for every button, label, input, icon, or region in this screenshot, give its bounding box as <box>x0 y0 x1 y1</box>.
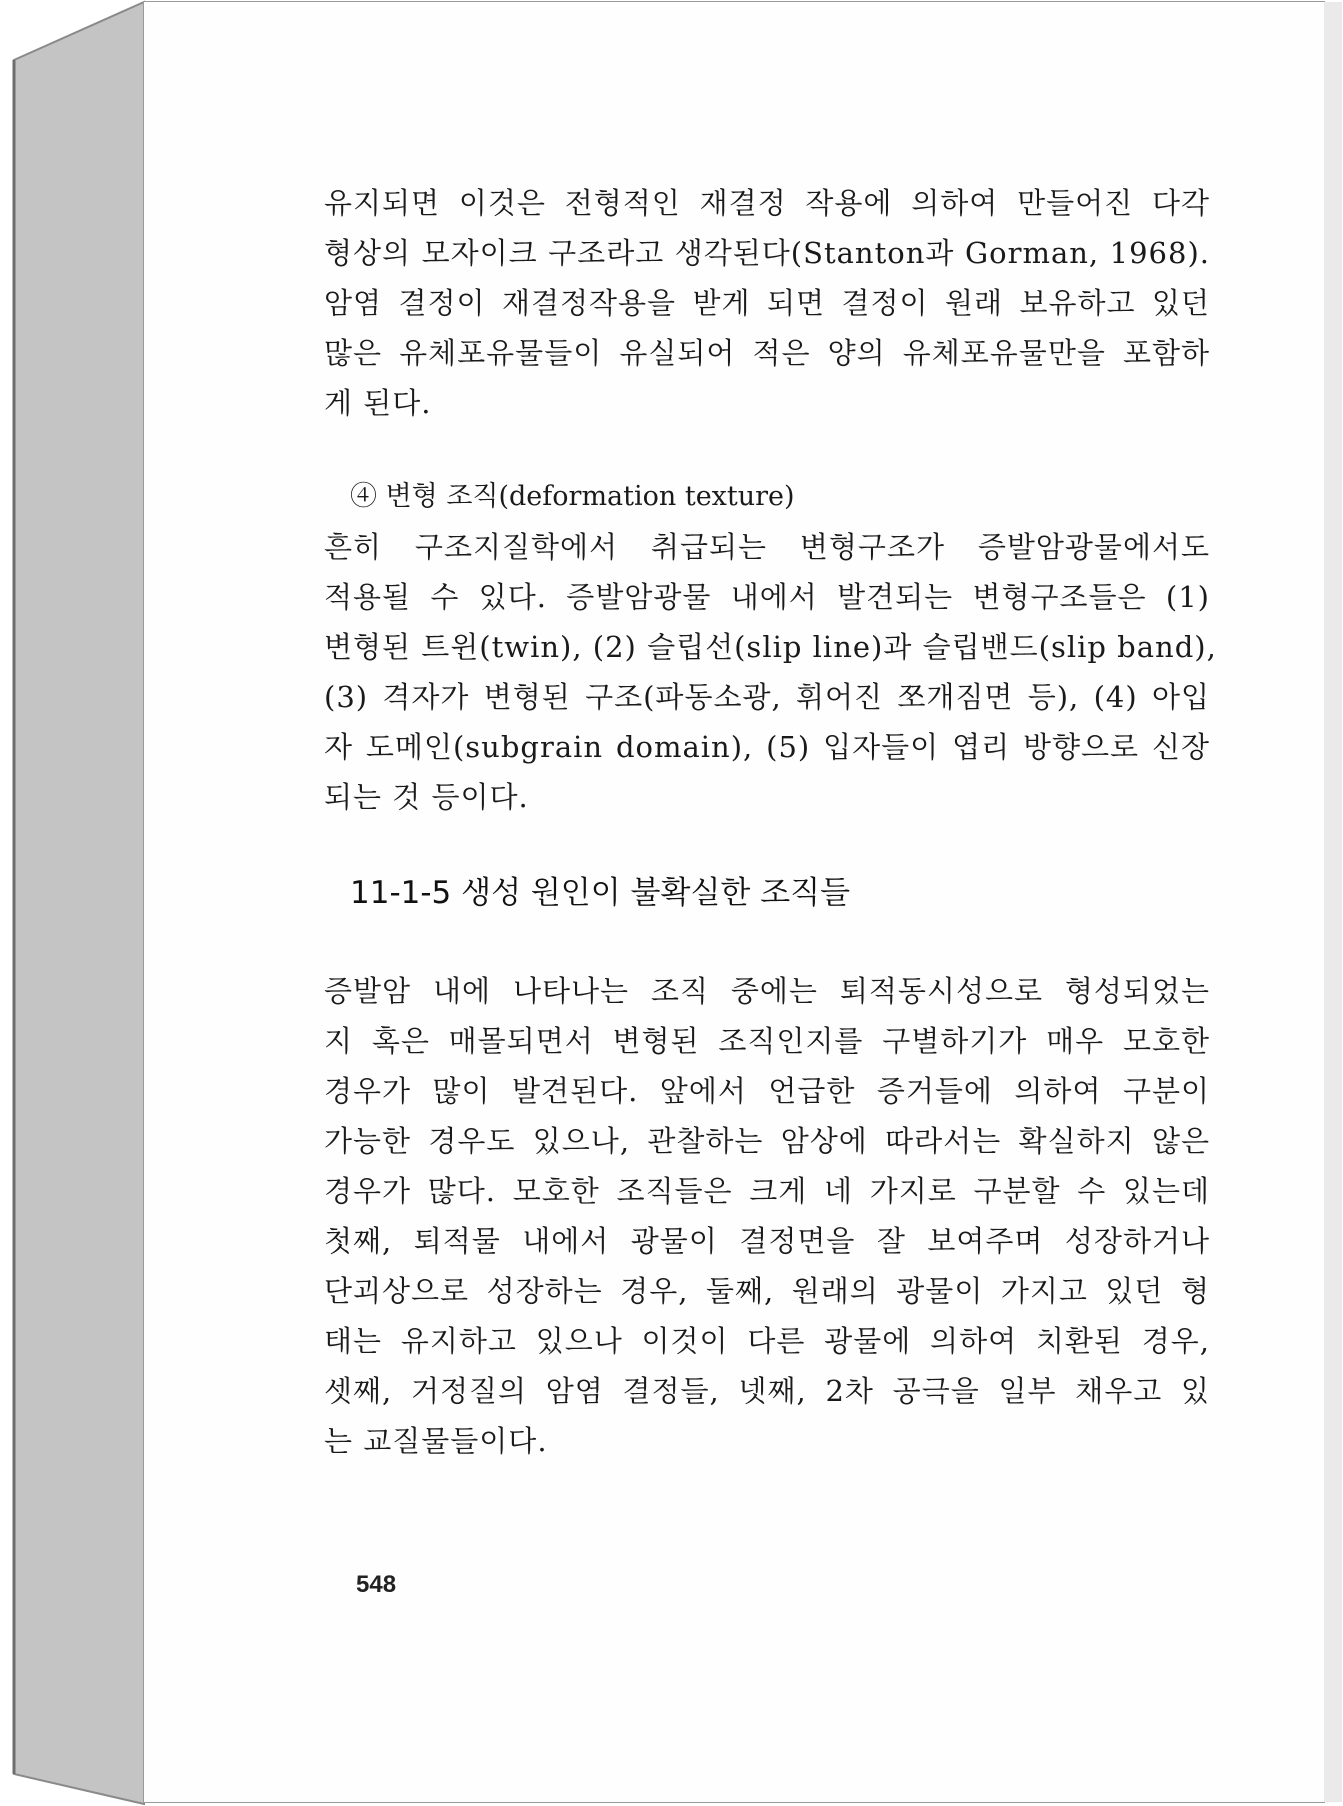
text-line: 지 혹은 매몰되면서 변형된 조직인지를 구별하기가 매우 모호한 <box>324 1024 1210 1058</box>
page-number: 548 <box>356 1571 397 1598</box>
text-line: 되는 것 등이다. <box>324 780 529 814</box>
text-line: 태는 유지하고 있으나 이것이 다른 광물에 의하여 치환된 경우, <box>324 1324 1210 1358</box>
text-line: 형상의 모자이크 구조라고 생각된다(Stanton과 Gorman, 1968). <box>324 236 1210 270</box>
text-line: 적용될 수 있다. 증발암광물 내에서 발견되는 변형구조들은 (1) <box>324 580 1210 614</box>
text-line: 많은 유체포유물들이 유실되어 적은 양의 유체포유물만을 포함하 <box>324 336 1210 370</box>
text-line: 단괴상으로 성장하는 경우, 둘째, 원래의 광물이 가지고 있던 형 <box>324 1274 1210 1308</box>
text-line: 경우가 많다. 모호한 조직들은 크게 네 가지로 구분할 수 있는데 <box>324 1174 1210 1208</box>
subheading-deformation-texture: ④ 변형 조직(deformation texture) <box>350 481 795 512</box>
text-line: 첫째, 퇴적물 내에서 광물이 결정면을 잘 보여주며 성장하거나 <box>324 1224 1210 1258</box>
text-line: 가능한 경우도 있으나, 관찰하는 암상에 따라서는 확실하지 않은 <box>324 1124 1210 1158</box>
paragraph-recrystallization <box>324 178 1210 428</box>
section-heading-block <box>324 868 1210 918</box>
text-line: 증발암 내에 나타나는 조직 중에는 퇴적동시성으로 형성되었는 <box>324 974 1210 1008</box>
text-line: 암염 결정이 재결정작용을 받게 되면 결정이 원래 보유하고 있던 <box>324 286 1210 320</box>
text-line: 는 교질물들이다. <box>324 1424 548 1458</box>
deformation-texture-heading-block <box>324 472 1210 522</box>
paragraph-deformation <box>324 522 1217 822</box>
text-line: 변형된 트윈(twin), (2) 슬립선(slip line)과 슬립밴드(slip band), <box>324 630 1217 664</box>
text-line: (3) 격자가 변형된 구조(파동소광, 휘어진 쪼개짐면 등), (4) 아입 <box>324 680 1210 714</box>
text-line: 게 된다. <box>324 386 432 420</box>
text-line: 자 도메인(subgrain domain), (5) 입자들이 엽리 방향으로 신장 <box>324 730 1210 764</box>
text-line: 경우가 많이 발견된다. 앞에서 언급한 증거들에 의하여 구분이 <box>324 1074 1210 1108</box>
book-page <box>144 2 1324 1802</box>
paragraph-uncertain-textures <box>324 966 1210 1466</box>
text-line: 셋째, 거정질의 암염 결정들, 넷째, 2차 공극을 일부 채우고 있 <box>324 1374 1210 1408</box>
section-heading: 11-1-5 생성 원인이 불확실한 조직들 <box>350 875 851 911</box>
text-line: 흔히 구조지질학에서 취급되는 변형구조가 증발암광물에서도 <box>324 530 1210 564</box>
text-line: 유지되면 이것은 전형적인 재결정 작용에 의하여 만들어진 다각 <box>324 186 1210 220</box>
